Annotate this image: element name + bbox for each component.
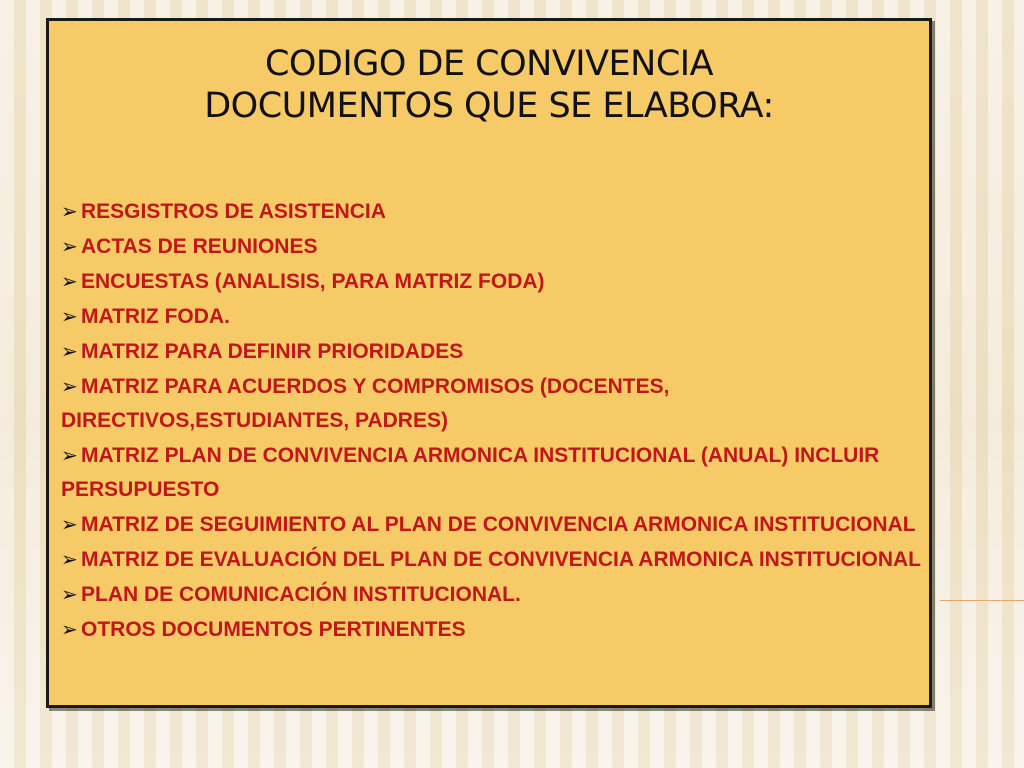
arrow-bullet-icon: ➢	[61, 339, 78, 363]
title-line-2: DOCUMENTOS QUE SE ELABORA:	[204, 86, 774, 126]
list-item	[61, 194, 921, 229]
arrow-bullet-icon: ➢	[61, 547, 78, 571]
list-item	[61, 542, 921, 577]
list-item	[61, 334, 921, 369]
list-item	[61, 299, 921, 334]
list-item	[61, 438, 921, 507]
arrow-bullet-icon: ➢	[61, 512, 78, 536]
list-item	[61, 264, 921, 299]
arrow-bullet-icon: ➢	[61, 443, 78, 467]
list-item-text: ACTAS DE REUNIONES	[81, 235, 318, 258]
arrow-bullet-icon: ➢	[61, 304, 78, 328]
list-item	[61, 612, 921, 647]
arrow-bullet-icon: ➢	[61, 582, 78, 606]
slide-content-panel	[46, 18, 932, 708]
list-item-text: OTROS DOCUMENTOS PERTINENTES	[81, 618, 466, 641]
arrow-bullet-icon: ➢	[61, 199, 78, 223]
list-item-text: MATRIZ PARA ACUERDOS Y COMPROMISOS (DOCENTES, DIRECTIVOS,ESTUDIANTES, PADRES)	[61, 375, 670, 432]
list-item-text: MATRIZ DE EVALUACIÓN DEL PLAN DE CONVIVENCIA ARMONICA INSTITUCIONAL	[81, 548, 921, 571]
list-item	[61, 229, 921, 264]
title-line-1: CODIGO DE CONVIVENCIA	[264, 44, 714, 84]
list-item-text: MATRIZ DE SEGUIMIENTO AL PLAN DE CONVIVENCIA ARMONICA INSTITUCIONAL	[81, 513, 916, 536]
list-item-text: MATRIZ FODA.	[81, 305, 230, 328]
decorative-rule	[940, 600, 1024, 601]
list-item	[61, 577, 921, 612]
list-item	[61, 507, 921, 542]
list-item-text: MATRIZ PLAN DE CONVIVENCIA ARMONICA INSTITUCIONAL (ANUAL) INCLUIR PERSUPUESTO	[61, 444, 880, 501]
list-item-text: MATRIZ PARA DEFINIR PRIORIDADES	[81, 340, 464, 363]
documents-list	[61, 194, 921, 647]
arrow-bullet-icon: ➢	[61, 617, 78, 641]
list-item-text: PLAN DE COMUNICACIÓN INSTITUCIONAL.	[81, 583, 521, 606]
arrow-bullet-icon: ➢	[61, 234, 78, 258]
arrow-bullet-icon: ➢	[61, 269, 78, 293]
list-item-text: ENCUESTAS (ANALISIS, PARA MATRIZ FODA)	[81, 270, 545, 293]
list-item	[61, 369, 921, 438]
arrow-bullet-icon: ➢	[61, 374, 78, 398]
slide-title	[49, 43, 929, 127]
list-item-text: RESGISTROS DE ASISTENCIA	[81, 200, 386, 223]
